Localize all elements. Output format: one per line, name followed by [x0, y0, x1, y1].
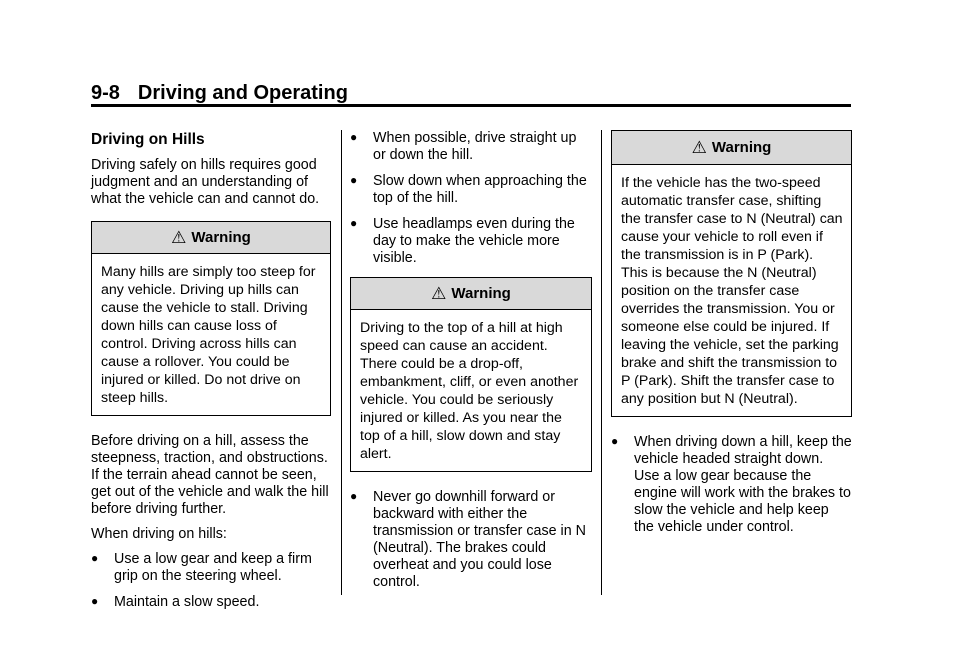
bullet-icon: ●	[611, 434, 619, 448]
list-item-text: Maintain a slow speed.	[114, 594, 260, 610]
intro-paragraph: Driving safely on hills requires good judgment and an understanding of what the vehicle can and cannot do.	[91, 157, 320, 207]
paragraph: When driving on hills:	[91, 526, 227, 542]
warning-icon: ⚠	[691, 138, 707, 157]
list-item-text: When driving down a hill, keep the vehicle headed straight down. Use a low gear because the engine will work with the brakes to slow the vehicle and help keep the vehicle under control.	[634, 434, 852, 535]
warning-icon: ⚠	[431, 284, 447, 303]
column-3	[611, 130, 852, 545]
bullet-icon: ●	[91, 551, 99, 565]
column-1	[91, 130, 331, 620]
list-item	[350, 216, 592, 267]
page-header	[91, 80, 851, 106]
warning-box	[611, 130, 852, 417]
bullet-icon: ●	[350, 173, 358, 187]
bullet-list	[350, 130, 592, 267]
warning-label: Warning	[711, 139, 772, 156]
warning-text: If the vehicle has the two-speed automatic transfer case, shifting the transfer case to N (Neutral) can cause your vehicle to roll even if the transmission is in P (Park). This is because the N (Neutral) position on the transfer case overrides the transmission. You or someone else could be injured. If leaving the vehicle, set the parking brake and shift the transmission to P (Park). Shift the transfer case to any position but N (Neutral).	[621, 175, 843, 407]
warning-text: Driving to the top of a hill at high speed can cause an accident. There could be a drop-off, embankment, cliff, or even another vehicle. You could be seriously injured or killed. As you near the top of a hill, slow down and stay alert.	[360, 320, 579, 462]
paragraph: Before driving on a hill, assess the steepness, traction, and obstructions. If the terrain ahead cannot be seen, get out of the vehicle and walk the hill before driving further.	[91, 433, 329, 517]
list-item-text: Slow down when approaching the top of the hill.	[373, 173, 587, 206]
column-divider	[341, 130, 342, 595]
bullet-icon: ●	[350, 130, 358, 144]
list-item-text: Use a low gear and keep a firm grip on the steering wheel.	[114, 551, 312, 584]
list-item	[611, 434, 852, 536]
warning-icon: ⚠	[171, 228, 187, 247]
warning-header	[351, 278, 591, 310]
bullet-icon: ●	[91, 594, 99, 608]
header-rule	[91, 104, 851, 107]
list-item	[350, 173, 592, 207]
bullet-list	[91, 551, 331, 611]
warning-box	[350, 277, 592, 472]
list-item-text: Use headlamps even during the day to make the vehicle more visible.	[373, 216, 575, 266]
column-2	[350, 130, 592, 600]
warning-label: Warning	[451, 285, 511, 302]
list-item	[91, 551, 331, 585]
warning-box	[91, 221, 331, 416]
chapter-title: Driving and Operating	[137, 82, 348, 104]
list-item-text: Never go downhill forward or backward with either the transmission or transfer case in N (Neutral). The brakes could overheat and you could lose control.	[373, 489, 586, 590]
bullet-list	[611, 434, 852, 536]
bullet-icon: ●	[350, 489, 358, 503]
bullet-list	[350, 489, 592, 591]
warning-header	[612, 131, 851, 165]
list-item	[91, 594, 331, 611]
list-item-text: When possible, drive straight up or down the hill.	[373, 130, 577, 163]
list-item	[350, 489, 592, 591]
column-divider	[601, 130, 602, 595]
warning-header	[92, 222, 330, 254]
section-heading: Driving on Hills	[91, 131, 205, 148]
list-item	[350, 130, 592, 164]
warning-label: Warning	[191, 229, 251, 246]
section-number: 9-8	[91, 82, 120, 104]
bullet-icon: ●	[350, 216, 358, 230]
warning-text: Many hills are simply too steep for any vehicle. Driving up hills can cause the vehicle to stall. Driving down hills can cause loss of control. Driving across hills can cause a rollover. You could be injured or killed. Do not drive on steep hills.	[101, 264, 316, 406]
page-title	[91, 80, 851, 106]
